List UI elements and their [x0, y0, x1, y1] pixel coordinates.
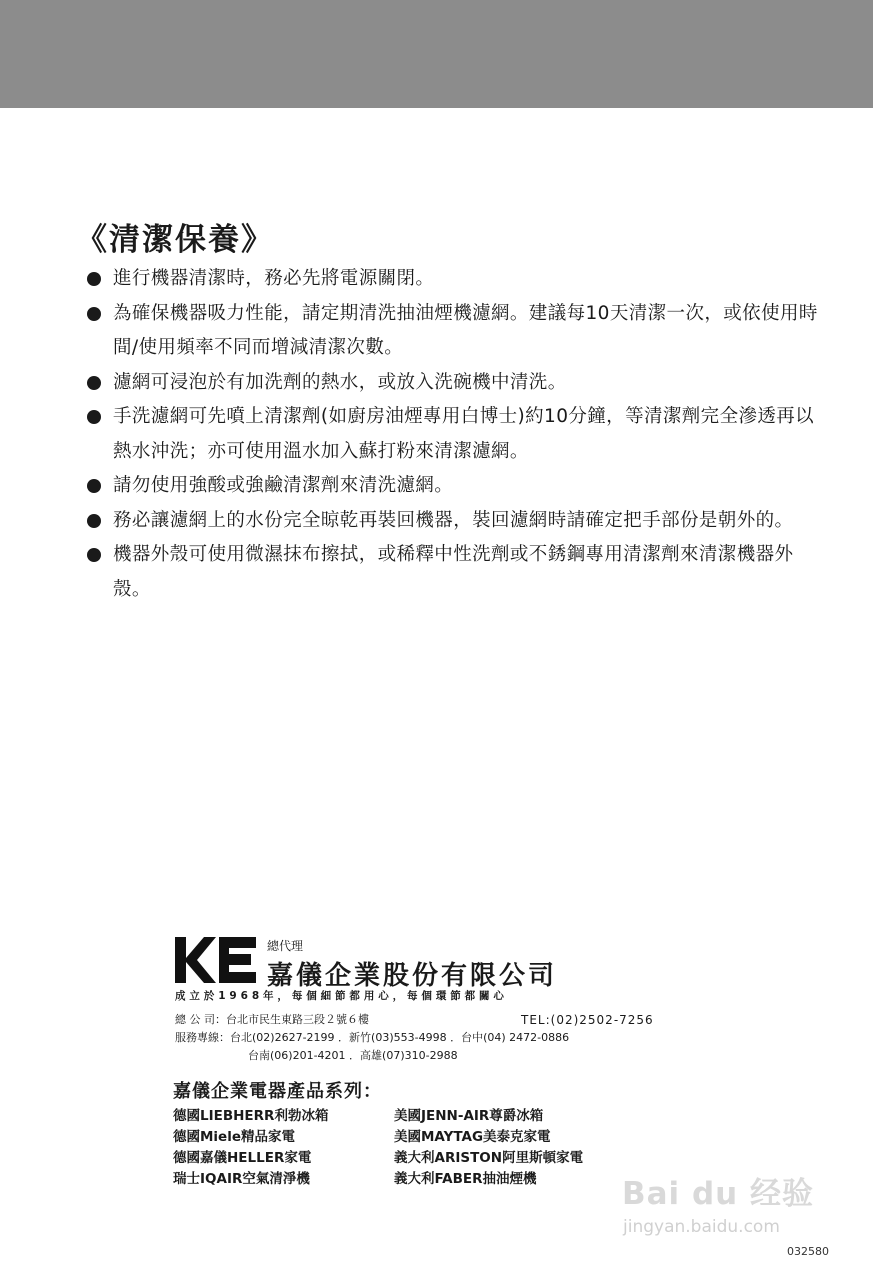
product-series-item: 瑞士IQAIR空氣清淨機 [173, 1171, 310, 1187]
product-series-title: 嘉儀企業電器產品系列： [173, 1081, 382, 1102]
service-line: 服務專線：台北(02)2627-2199 ．新竹(03)553-4998 ．台中(04) 2472-0886 [175, 1031, 570, 1044]
list-item-text: 為確保機器吸力性能，請定期清洗抽油煙機濾網。建議每10天清潔一次，或依使用時間/使用頻率不同而增減清潔次數。 [113, 302, 818, 358]
product-series-item: 德國Miele精品家電 [173, 1129, 296, 1145]
company-address [175, 1011, 654, 1065]
ke-logo-icon [175, 935, 259, 985]
watermark-url: jingyan.baidu.com [623, 1217, 780, 1237]
list-item [86, 297, 826, 366]
list-item-text: 濾網可浸泡於有加洗劑的熱水，或放入洗碗機中清洗。 [113, 371, 567, 393]
list-item [86, 366, 826, 401]
section-title: 《清潔保養》 [76, 222, 274, 258]
list-item-text: 務必讓濾網上的水份完全晾乾再裝回機器，裝回濾網時請確定把手部份是朝外的。 [113, 509, 794, 531]
service-line: 台南(06)201-4201 ．高雄(07)310-2988 [248, 1049, 458, 1062]
list-item [86, 538, 826, 607]
company-block [175, 935, 654, 1062]
product-series-item: 美國JENN-AIR尊爵冰箱 [394, 1108, 544, 1124]
bullet-icon [87, 410, 101, 424]
bullet-icon [87, 376, 101, 390]
list-item [86, 504, 826, 539]
list-item [86, 469, 826, 504]
list-item-text: 請勿使用強酸或強鹼清潔劑來清洗濾網。 [113, 475, 454, 496]
product-series-item: 美國MAYTAG美泰克家電 [394, 1129, 551, 1145]
product-series-item: 德國LIEBHERR利勃冰箱 [173, 1108, 329, 1124]
watermark-logo: Bai du 经验 [622, 1176, 815, 1212]
cleaning-instructions-list [86, 262, 826, 607]
bullet-icon [87, 479, 101, 493]
hq-address: 總 公 司：台北市民生東路三段２號６樓 [175, 1013, 369, 1026]
list-item [86, 262, 826, 297]
list-item [86, 400, 826, 469]
product-series-item: 義大利FABER抽油煙機 [394, 1171, 537, 1187]
company-slogan: 成立於1968年，每個細節都用心，每個環節都關心 [175, 990, 508, 1002]
header-band [0, 0, 873, 108]
page-code: 032580 [787, 1245, 829, 1258]
agent-label: 總代理 [267, 939, 304, 953]
bullet-icon [87, 307, 101, 321]
company-header [175, 935, 645, 991]
company-name: 嘉儀企業股份有限公司 [267, 961, 558, 991]
list-item-text: 手洗濾網可先噴上清潔劑(如廚房油煙專用白博士)約10分鐘，等清潔劑完全滲透再以熱水沖洗；亦可使用溫水加入蘇打粉來清潔濾網。 [113, 406, 815, 462]
list-item-text: 機器外殼可使用微濕抹布擦拭，或稀釋中性洗劑或不銹鋼專用清潔劑來清潔機器外殼。 [113, 544, 794, 600]
product-series-item: 德國嘉儀HELLER家電 [173, 1150, 312, 1166]
hq-telephone: TEL:(02)2502-7256 [521, 1013, 654, 1027]
bullet-icon [87, 272, 101, 286]
bullet-icon [87, 514, 101, 528]
bullet-icon [87, 548, 101, 562]
product-series-item: 義大利ARISTON阿里斯頓家電 [394, 1150, 584, 1166]
list-item-text: 進行機器清潔時，務必先將電源關閉。 [113, 268, 435, 289]
